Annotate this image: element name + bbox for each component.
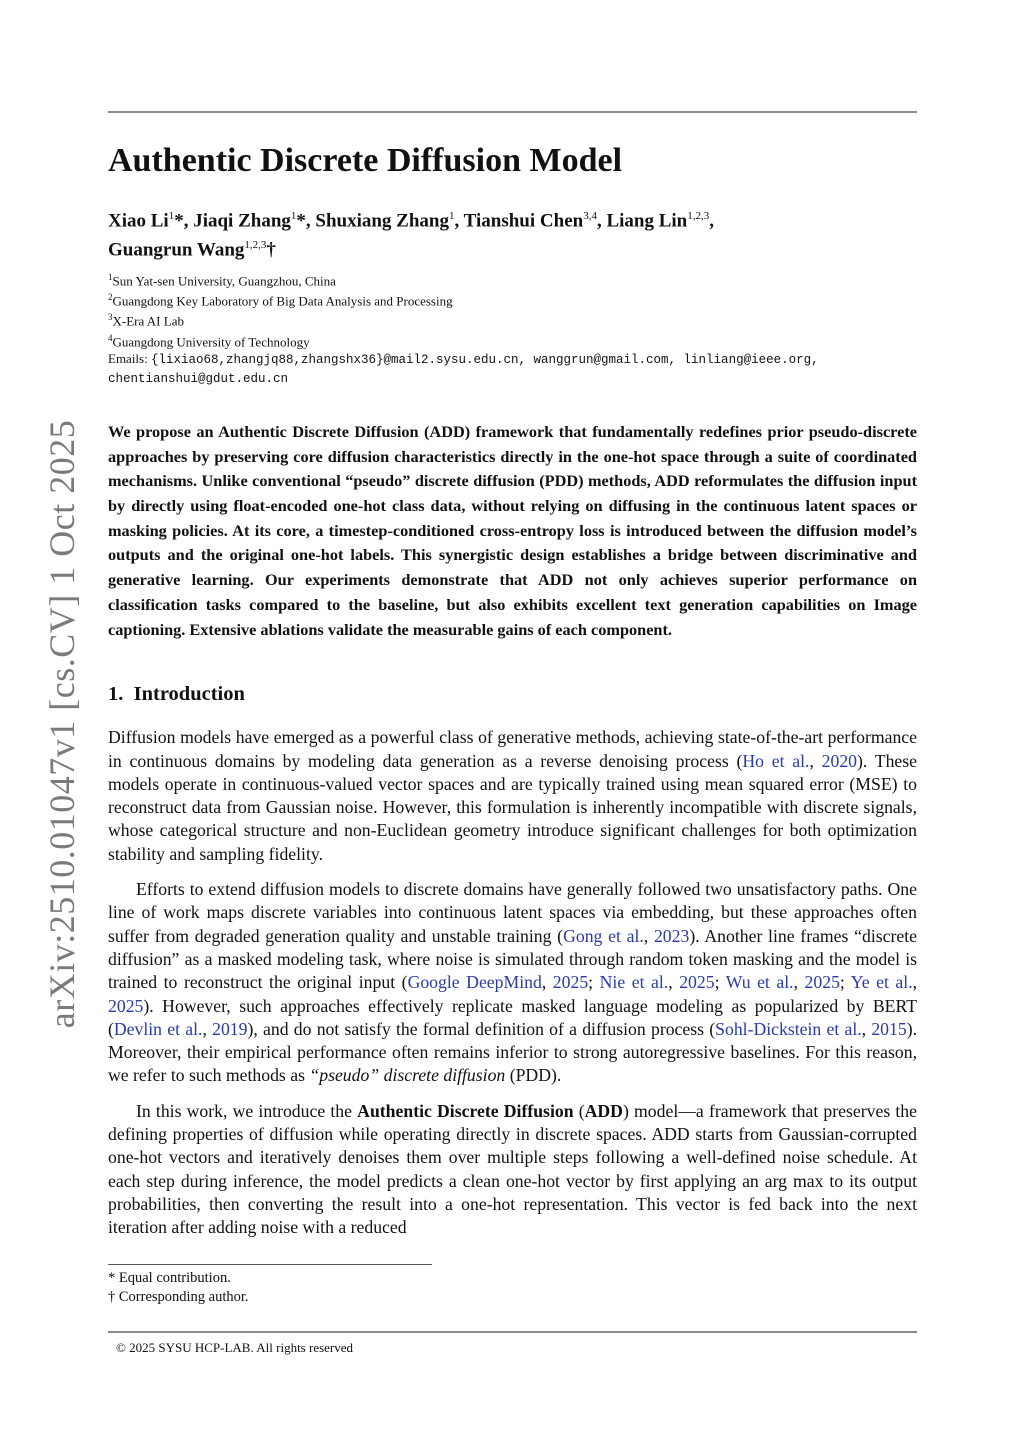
- citation-link[interactable]: Gong et al.: [563, 925, 644, 946]
- footer-rule: [108, 1331, 917, 1333]
- affiliation: $^2$Guangdong Key Laboratory of Big Data Analysis and Processing: [108, 291, 453, 309]
- citation-link[interactable]: Ye et al.: [850, 972, 913, 993]
- arxiv-identifier-stamp: arXiv:2510.01047v1 [cs.CV] 1 Oct 2025: [42, 419, 82, 1029]
- footnotes: [108, 1269, 249, 1307]
- citation-year-link[interactable]: 2023: [653, 925, 690, 946]
- citation-year-link[interactable]: 2020: [821, 750, 858, 771]
- paper-title: Authentic Discrete Diffusion Model: [108, 142, 623, 179]
- intro-paragraph-3: In this work, we introduce the Authentic Discrete Diffusion (ADD) model—a framework that preserves the defining properties of diffusion while operating directly in discrete spaces. ADD starts from Gaussian-corrupted one-hot vectors and iteratively denoises them over multiple steps following a well-defined noise schedule. At each step during inference, the model predicts a clean one-hot vector by first applying an arg max to its output probabilities, then converting the result into a one-hot representation. This vector is fed back into the next iteration after adding noise with a reduced: [108, 1100, 917, 1238]
- footnote-corresponding-author: † Corresponding author.: [108, 1289, 249, 1305]
- author-name: Xiao Li: [108, 210, 169, 232]
- citation-year-link[interactable]: 2019: [212, 1018, 248, 1039]
- email-addresses: chentianshui@gdut.edu.cn: [108, 371, 289, 386]
- affiliation: $^3$X-Era AI Lab: [108, 312, 184, 329]
- email-label: Emails:: [108, 350, 148, 366]
- citation-year-link[interactable]: 2025: [679, 972, 715, 993]
- intro-paragraph-2: Efforts to extend diffusion models to discrete domains have generally followed two unsatisfactory paths. One line of work maps discrete variables into continuous latent spaces via embedding, but these approaches often suffer from degraded generation quality and unstable training (Gong et al., 2023). Another line frames “discrete diffusion” as a masked modeling task, where noise is simulated through random token masking and the model is trained to reconstruct the original input (Google DeepMind, 2025; Nie et al., 2025; Wu et al., 2025; Ye et al., 2025). However, such approaches effectively replicate masked language modeling as popularized by BERT (Devlin et al., 2019), and do not satisfy the formal definition of a diffusion process (Sohl-Dickstein et al., 2015). Moreover, their empirical performance often remains inferior to strong autoregressive baselines. For this reason, we refer to such methods as “pseudo” discrete diffusion (PDD).: [108, 879, 918, 1086]
- citation-link[interactable]: Devlin et al.: [113, 1018, 203, 1039]
- email-addresses: {lixiao68,zhangjq88,zhangshx36}@mail2.sysu.edu.cn, wanggrun@gmail.com, linliang@ieee.org,: [150, 352, 819, 367]
- footnote-equal-contribution: * Equal contribution.: [108, 1270, 231, 1286]
- citation-year-link[interactable]: 2025: [108, 995, 144, 1016]
- citation-link[interactable]: Ho et al.: [742, 750, 810, 771]
- citation-link[interactable]: Google DeepMind: [407, 972, 542, 993]
- author-name: Tianshui Chen: [463, 210, 584, 232]
- citation-year-link[interactable]: 2025: [552, 972, 589, 993]
- footnote-rule: [108, 1264, 432, 1265]
- copyright-notice: © 2025 SYSU HCP-LAB. All rights reserved: [116, 1340, 354, 1355]
- citation-link[interactable]: Sohl-Dickstein et al.: [715, 1018, 862, 1039]
- citation-year-link[interactable]: 2015: [871, 1018, 907, 1039]
- intro-paragraph-1: Diffusion models have emerged as a powerful class of generative methods, achieving state-of-the-art performance in continuous domains by modeling data generation as a reverse denoising process (Ho et al., 2020). These models operate in continuous-valued vector spaces and are typically trained using mean squared error (MSE) to reconstruct data from Gaussian noise. However, this formulation is inherently incompatible with discrete signals, whose categorical structure and non-Euclidean geometry introduce significant challenges for both optimization stability and sampling fidelity.: [108, 727, 917, 864]
- affiliation: $^4$Guangdong University of Technology: [108, 332, 310, 349]
- citation-year-link[interactable]: 2025: [804, 972, 840, 993]
- citation-link[interactable]: Nie et al.: [599, 972, 669, 993]
- author-name: Jiaqi Zhang: [193, 210, 291, 232]
- author-name: Liang Lin: [606, 210, 688, 232]
- header-rule: [108, 111, 917, 113]
- affiliation-list: [108, 269, 917, 350]
- citation-link[interactable]: Wu et al.: [725, 972, 794, 993]
- email-list: [108, 350, 917, 388]
- paper-body: [108, 140, 917, 1252]
- section-heading: 1. Introduction: [108, 683, 245, 706]
- author-name: Guangrun Wang: [108, 239, 245, 261]
- author-list: Xiao Li$^1$*, Jiaqi Zhang$^1$*, Shuxiang Zhang$^1$, Tianshui Chen$^{3,4}$, Liang Lin$^{1,2,3}$, Guangrun Wang$^{1,2,3}$†: [108, 210, 714, 261]
- abstract: We propose an Authentic Discrete Diffusion (ADD) framework that fundamentally redefines prior pseudo-discrete approaches by preserving core diffusion characteristics directly in the one-hot space through a suite of coordinated mechanisms. Unlike conventional “pseudo” discrete diffusion (PDD) methods, ADD reformulates the diffusion input by directly using float-encoded one-hot class data, without relying on diffusing in the continuous latent spaces or masking policies. At its core, a timestep-conditioned cross-entropy loss is introduced between the diffusion model’s outputs and the original one-hot labels. This synergistic design establishes a bridge between discriminative and generative learning. Our experiments demonstrate that ADD not only achieves superior performance on classification tasks compared to the baseline, but also exhibits excellent text generation capabilities on Image captioning. Extensive ablations validate the measurable gains of each component.: [108, 421, 917, 639]
- author-name: Shuxiang Zhang: [315, 210, 449, 232]
- affiliation: $^1$Sun Yat-sen University, Guangzhou, China: [108, 271, 336, 288]
